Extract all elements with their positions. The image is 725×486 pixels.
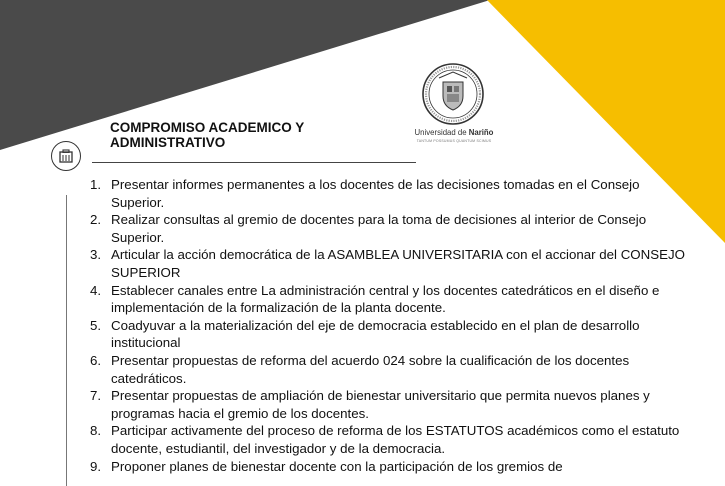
university-logo	[404, 62, 504, 152]
list-item: 4. Establecer canales entre La administración central y los docentes catedráticos en el diseño e implementación de la formalización de la planta docente.	[90, 282, 660, 316]
list-item: 9. Proponer planes de bienestar docente con la participación de los gremios de	[90, 458, 563, 474]
list-item: 2. Realizar consultas al gremio de docentes para la toma de decisiones al interior de Consejo Superior.	[90, 212, 647, 245]
university-name: Universidad de Nariño	[414, 128, 494, 137]
list-item: 8. Participar activamente del proceso de reforma de los ESTATUTOS académicos como el estatuto docente, estudiantil, del investigador y de la democracia.	[90, 423, 680, 456]
document-icon	[58, 148, 74, 164]
university-motto: TANTUM POSSUMUS QUANTUM SCIMUS	[416, 139, 492, 143]
section-title: COMPROMISO ACADEMICO Y ADMINISTRATIVO	[110, 120, 305, 150]
list-item: 7. Presentar propuestas de ampliación de bienestar universitario que permita nuevos planes y programas hacia el gremio de los docentes.	[90, 388, 650, 421]
vertical-divider	[66, 195, 67, 486]
commitments-list	[90, 176, 690, 475]
university-seal-icon	[421, 62, 485, 126]
list-item: 3. Articular la acción democrática de la ASAMBLEA UNIVERSITARIA con el accionar del CONSEJO SUPERIOR	[90, 247, 685, 280]
section-icon	[51, 141, 81, 171]
list-item: 6. Presentar propuestas de reforma del acuerdo 024 sobre la cualificación de los docentes catedráticos.	[90, 352, 630, 386]
list-item: 5. Coadyuvar a la materialización del eje de democracia establecido en el plan de desarrollo institucional	[90, 317, 640, 351]
list-item: 1. Presentar informes permanentes a los docentes de las decisiones tomadas en el Consejo Superior.	[90, 177, 640, 210]
title-underline	[92, 162, 416, 163]
